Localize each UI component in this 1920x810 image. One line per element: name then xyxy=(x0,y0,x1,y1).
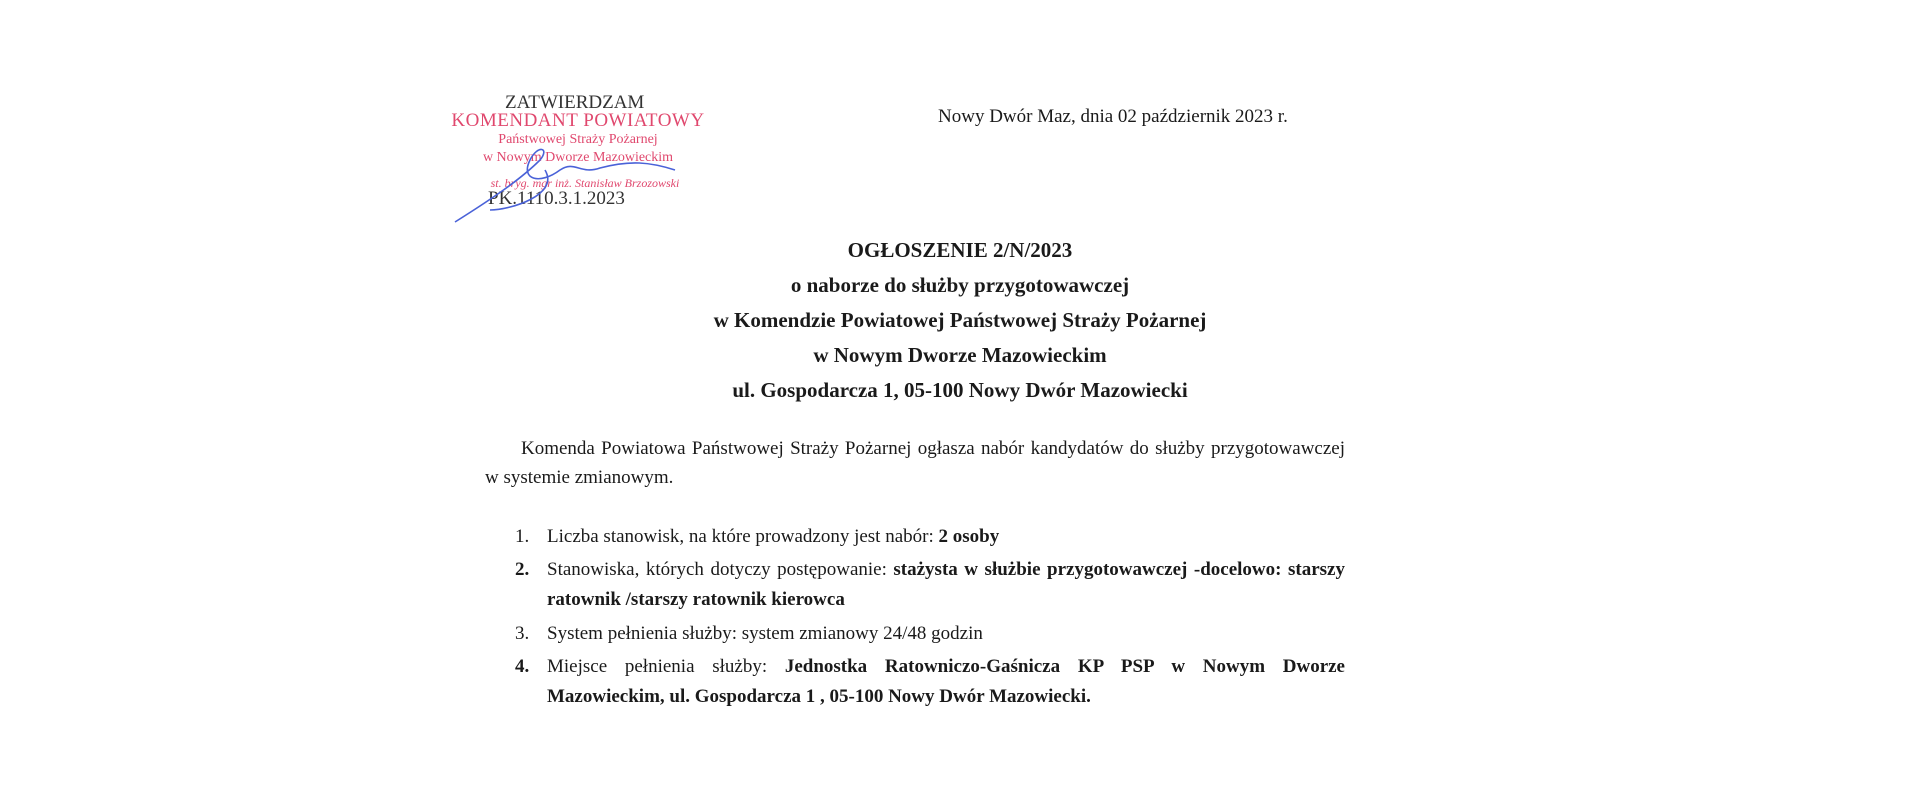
title-line-2: o naborze do służby przygotowawczej xyxy=(790,273,1130,297)
title-line-5: ul. Gospodarcza 1, 05-100 Nowy Dwór Mazowiecki xyxy=(732,378,1188,402)
item-label: Miejsce pełnienia służby: xyxy=(547,656,785,677)
list-item xyxy=(515,522,1345,552)
date-line: Nowy Dwór Maz, dnia 02 październik 2023 r. xyxy=(938,106,1288,127)
intro-text: Komenda Powiatowa Państwowej Straży Pożarnej ogłasza nabór kandydatów do służby przygotowawczej w systemie zmianowym. xyxy=(485,438,1345,488)
item-value: 2 osoby xyxy=(938,526,1000,547)
item-label: Liczba stanowisk, na które prowadzony jest nabór: xyxy=(547,526,939,547)
item-number: 4. xyxy=(515,656,530,677)
title-line-4: w Nowym Dworze Mazowieckim xyxy=(813,343,1107,367)
announcement-title: OGŁOSZENIE 2/N/2023 xyxy=(847,238,1073,262)
item-value: Jednostka Ratowniczo-Gaśnicza KP PSP w Nowym Dworze Mazowieckim, ul. Gospodarcza 1 , 05-100 Nowy Dwór Mazowiecki. xyxy=(547,656,1345,707)
item-number: 1. xyxy=(515,526,530,547)
item-number: 2. xyxy=(515,559,530,580)
signature-icon xyxy=(450,140,710,230)
item-number: 3. xyxy=(515,623,530,644)
list-item xyxy=(515,555,1345,615)
stamp-line-3: w Nowym Dworze Mazowieckim xyxy=(482,150,674,165)
intro-paragraph xyxy=(485,434,1345,492)
item-label: Stanowiska, których dotyczy postępowanie: xyxy=(547,559,894,580)
list-item xyxy=(515,652,1345,712)
case-number: PK.1110.3.1.2023 xyxy=(488,188,625,209)
approval-heading: ZATWIERDZAM xyxy=(505,92,645,113)
stamp-signatory: st. bryg. mgr inż. Stanisław Brzozowski xyxy=(490,176,680,190)
item-value: stażysta w służbie przygotowawczej -docelowo: starszy ratownik /starszy ratownik kierowca xyxy=(547,559,1345,610)
title-line-3: w Komendzie Powiatowej Państwowej Straży Pożarnej xyxy=(713,308,1207,332)
list-item xyxy=(515,619,1345,649)
item-label: System pełnienia służby: system zmianowy 24/48 godzin xyxy=(547,623,983,644)
stamp-line-1: KOMENDANT POWIATOWY xyxy=(451,110,705,131)
stamp-line-2: Państwowej Straży Pożarnej xyxy=(498,132,658,147)
